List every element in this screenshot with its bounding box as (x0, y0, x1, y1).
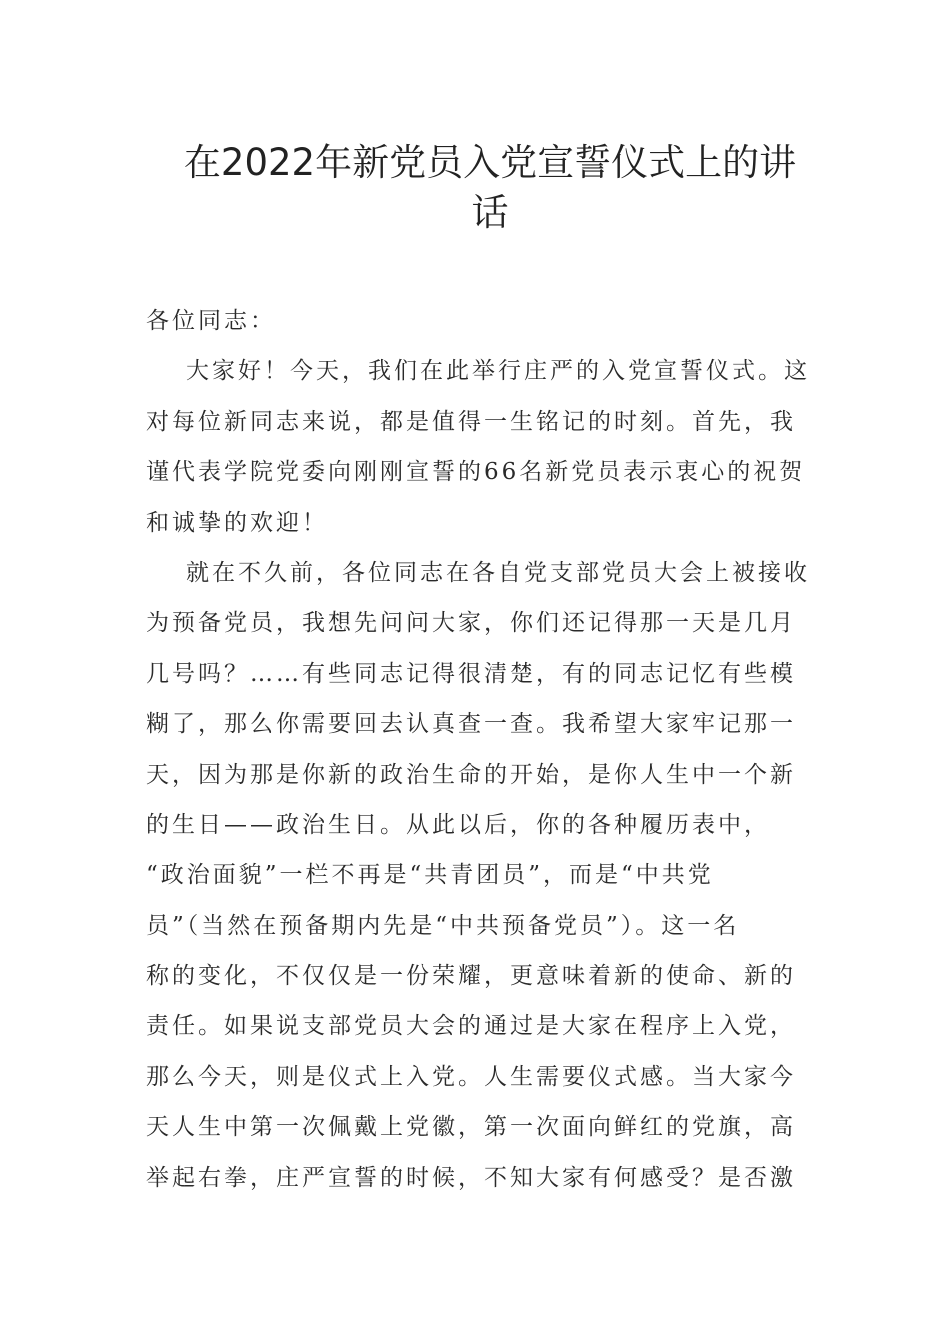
paragraph-2-line-9: 称的变化，不仅仅是一份荣耀，更意味着新的使命、新的 (146, 963, 796, 990)
paragraph-1-line-3: 谨代表学院党委向刚刚宣誓的66名新党员表示衷心的祝贺 (146, 459, 806, 486)
paragraph-2-line-7: “政治面貌”一栏不再是“共青团员”，而是“中共党 (146, 862, 714, 889)
paragraph-2-line-11: 那么今天，则是仪式上入党。人生需要仪式感。当大家今 (146, 1063, 796, 1090)
salutation: 各位同志： (146, 308, 276, 334)
document-title (100, 138, 880, 238)
paragraph-2-line-10: 责任。如果说支部党员大会的通过是大家在程序上入党， (146, 1013, 796, 1040)
paragraph-2-line-3: 几号吗？……有些同志记得很清楚，有的同志记忆有些模 (146, 660, 796, 687)
paragraph-2-line-6: 的生日——政治生日。从此以后，你的各种履历表中， (146, 811, 770, 838)
paragraph-2-line-2: 为预备党员，我想先问问大家，你们还记得那一天是几月 (146, 610, 796, 637)
title-line-2: 话 (471, 191, 509, 234)
paragraph-1-line-4: 和诚挚的欢迎！ (146, 509, 328, 536)
paragraph-2-line-13: 举起右拳，庄严宣誓的时候，不知大家有何感受？是否激 (146, 1164, 796, 1191)
paragraph-2-line-8: 员”（当然在预备期内先是“中共预备党员”）。这一名 (146, 912, 740, 939)
paragraph-2-line-1: 就在不久前，各位同志在各自党支部党员大会上被接收 (186, 559, 810, 586)
document-body (146, 296, 810, 1203)
paragraph-2-line-4: 糊了，那么你需要回去认真查一查。我希望大家牢记那一 (146, 711, 796, 738)
paragraph-2-line-12: 天人生中第一次佩戴上党徽，第一次面向鲜红的党旗，高 (146, 1114, 796, 1141)
paragraph-1-line-2: 对每位新同志来说，都是值得一生铭记的时刻。首先，我 (146, 408, 796, 435)
title-line-1: 在2022年新党员入党宣誓仪式上的讲 (183, 141, 797, 184)
paragraph-1-line-1: 大家好！今天，我们在此举行庄严的入党宣誓仪式。这 (186, 358, 810, 385)
paragraph-2-line-5: 天，因为那是你新的政治生命的开始，是你人生中一个新 (146, 761, 796, 788)
